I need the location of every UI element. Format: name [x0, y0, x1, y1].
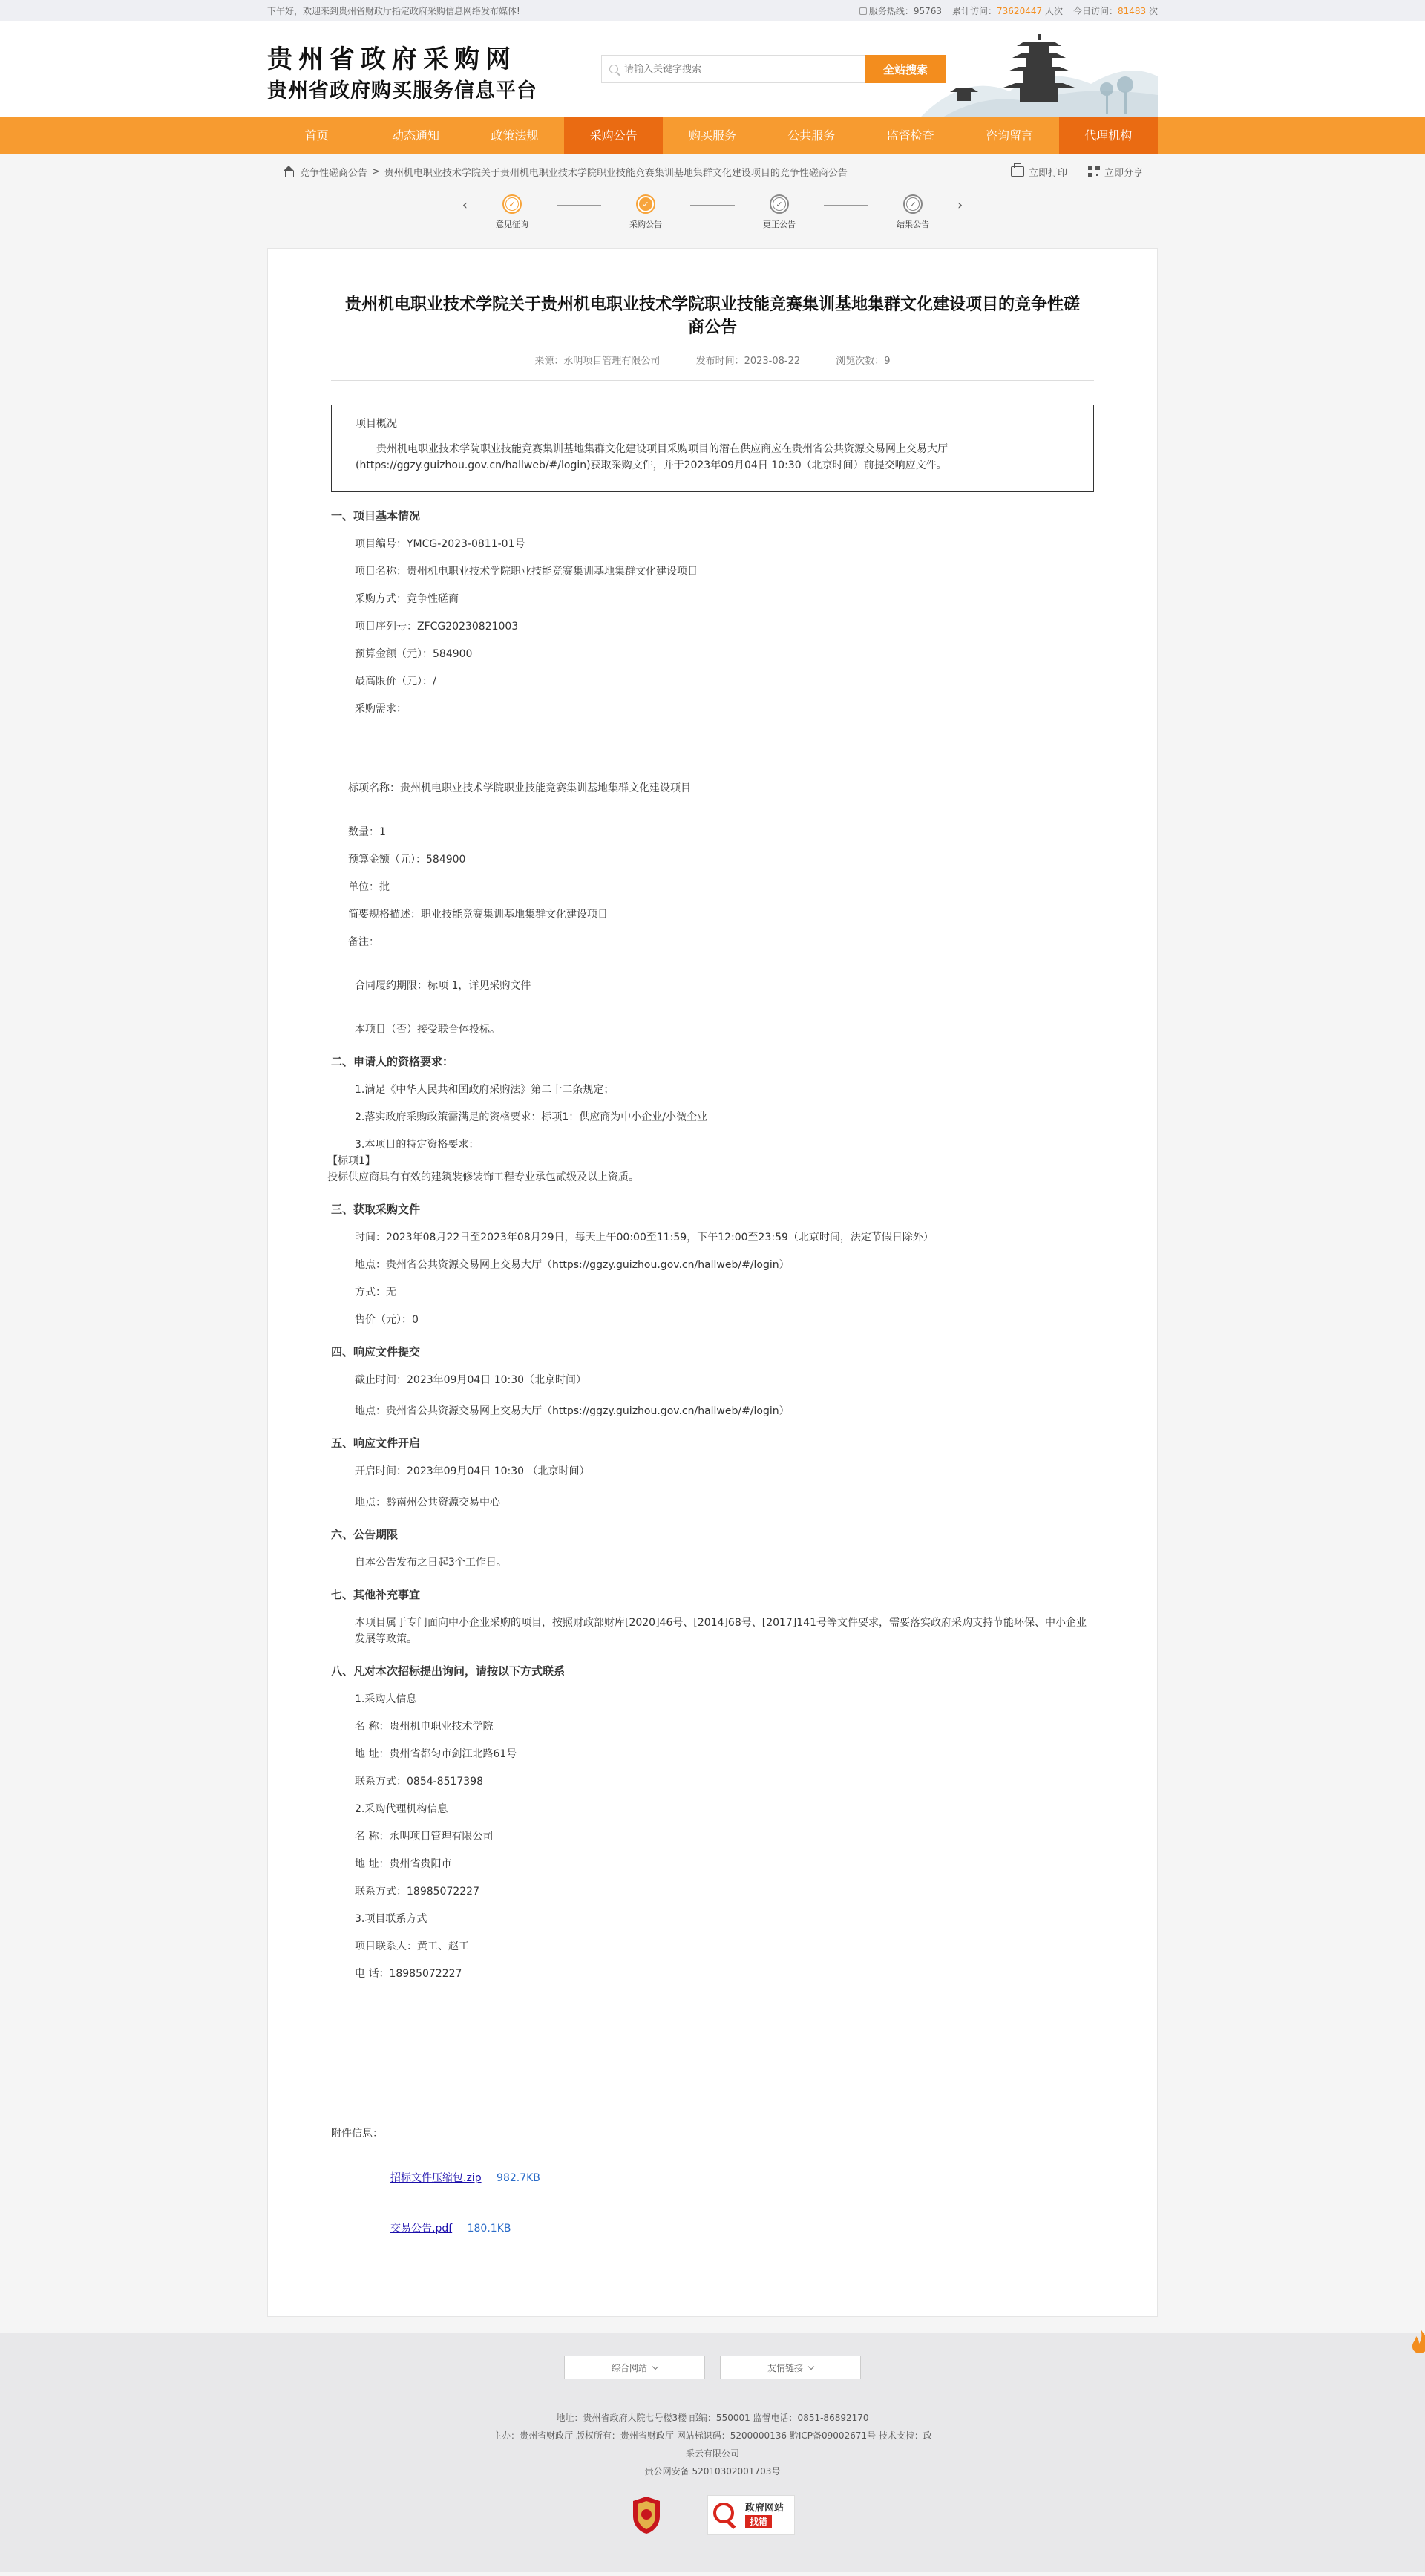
open-time: 开启时间：2023年09月04日 10:30 （北京时间） — [355, 1465, 590, 1477]
article-publish-time: 发布时间：2023-08-22 — [695, 356, 801, 367]
notice-progress-steps — [267, 189, 1158, 248]
search-icon — [609, 65, 618, 73]
footer-info — [0, 2409, 1425, 2480]
lot-requirement: 投标供应商具有有效的建筑装修装饰工程专业承包贰级及以上资质。 — [327, 1171, 639, 1183]
phone-icon — [859, 7, 867, 15]
total-visits: 累计访问：73620447 人次 — [952, 5, 1063, 16]
article-panel — [267, 248, 1158, 2317]
article-meta — [331, 353, 1094, 381]
print-button[interactable]: 立即打印 — [1011, 165, 1067, 179]
project-serial: 项目序列号：ZFCG20230821003 — [355, 621, 519, 632]
check-icon: ✓ — [906, 197, 920, 211]
submit-location: 地点：贵州省公共资源交易网上交易大厅（https://ggzy.guizhou.gov.cn/hallweb/#/login） — [355, 1405, 790, 1417]
lot-budget: 预算金额（元）：584900 — [348, 854, 466, 866]
consortium-note: 本项目（否）接受联合体投标。 — [355, 1024, 500, 1036]
footer-links — [0, 2333, 1425, 2379]
gov-site-error-report-badge[interactable] — [707, 2495, 795, 2535]
contact-item: 项目联系人：黄工、赵工 — [355, 1941, 469, 1952]
section-heading: 五、响应文件开启 — [331, 1436, 421, 1450]
chevron-down-icon — [808, 2363, 814, 2369]
budget-amount: 预算金额（元）：584900 — [355, 648, 473, 660]
site-stats — [859, 4, 1158, 17]
chevron-right-icon[interactable]: › — [957, 197, 963, 213]
nav-consultation[interactable]: 咨询留言 — [985, 128, 1033, 143]
lot-quantity: 数量：1 — [348, 826, 386, 838]
nav-purchase-service[interactable]: 购买服务 — [688, 128, 736, 143]
nav-public-service[interactable]: 公共服务 — [787, 128, 836, 143]
step-procurement-notice[interactable]: ✓ 采购公告 — [601, 194, 690, 230]
contract-term: 合同履约期限：标项 1，详见采购文件 — [355, 980, 531, 992]
contact-item: 1.采购人信息 — [355, 1693, 417, 1705]
search-bar — [601, 55, 946, 83]
section-heading: 二、申请人的资格要求： — [331, 1055, 454, 1068]
overview-title: 项目概况 — [356, 418, 397, 430]
acquire-location: 地点：贵州省公共资源交易网上交易大厅（https://ggzy.guizhou.gov.cn/hallweb/#/login） — [355, 1259, 790, 1271]
main-nav — [0, 117, 1425, 154]
nav-supervision[interactable]: 监督检查 — [886, 128, 934, 143]
qualification-item: 2.落实政府采购政策需满足的资格要求：标项1：供应商为中小企业/小微企业 — [355, 1111, 707, 1123]
section-heading: 三、获取采购文件 — [331, 1203, 421, 1216]
qualification-item: 3.本项目的特定资格要求： — [355, 1139, 479, 1151]
contact-item: 联系方式：18985072227 — [355, 1886, 479, 1897]
today-visits: 今日访问：81483 次 — [1072, 5, 1158, 16]
lot-spec: 简要规格描述：职业技能竞赛集训基地集群文化建设项目 — [348, 909, 608, 921]
friendly-links-dropdown[interactable]: 友情链接 — [720, 2356, 861, 2379]
open-location: 地点：黔南州公共资源交易中心 — [355, 1497, 500, 1508]
notice-period: 自本公告发布之日起3个工作日。 — [355, 1557, 507, 1569]
search-input[interactable] — [624, 64, 847, 75]
section-heading: 一、项目基本情况 — [331, 509, 421, 523]
printer-icon — [1011, 166, 1024, 177]
article-source: 来源：永明项目管理有限公司 — [534, 356, 661, 367]
pagoda-illustration — [920, 21, 1158, 117]
check-icon: ✓ — [773, 197, 786, 211]
site-header — [0, 21, 1425, 117]
contact-item: 地 址：贵州省贵阳市 — [355, 1858, 452, 1870]
page-tools — [1011, 165, 1143, 179]
overview-text: 贵州机电职业技术学院职业技能竞赛集训基地集群文化建设项目采购项目的潜在供应商应在贵州省公共资源交易网上交易大厅(https://ggzy.guizhou.gov.cn/hallweb/#/login)获取采购文件，并于2023年09月04日 10:30（北京时间）前提交响应文件。 — [356, 443, 948, 471]
nav-home[interactable]: 首页 — [304, 128, 329, 143]
contact-item: 3.项目联系方式 — [355, 1913, 428, 1925]
footer-sponsor: 主办：贵州省财政厅 版权所有：贵州省财政厅 网站标识码：5200000136 黔ICP备09002671号 技术支持：政采云有限公司 — [493, 2430, 932, 2459]
article-views: 浏览次数：9 — [836, 356, 891, 367]
step-result-notice[interactable]: ✓ 结果公告 — [868, 194, 957, 230]
footer-badges — [0, 2495, 1425, 2535]
max-price: 最高限价（元）：/ — [355, 676, 436, 687]
footer-address: 地址：贵州省政府大院七号楼3楼 邮编：550001 监督电话：0851-86892170 — [556, 2413, 869, 2423]
attachment-link[interactable]: 招标文件压缩包.zip — [390, 2172, 482, 2184]
contact-item: 电 话：18985072227 — [355, 1968, 462, 1980]
breadcrumb-current: 贵州机电职业技术学院关于贵州机电职业技术学院职业技能竞赛集训基地集群文化建设项目的竞争性磋商公告 — [384, 167, 848, 179]
check-icon: ✓ — [639, 197, 652, 211]
footer-police-record[interactable]: 贵公网安备 52010302001703号 — [644, 2466, 781, 2477]
breadcrumb-root[interactable]: 竞争性磋商公告 — [300, 167, 368, 179]
section-heading: 七、其他补充事宜 — [331, 1588, 421, 1601]
step-connector — [557, 205, 601, 206]
magnifier-icon — [711, 2500, 741, 2530]
breadcrumb — [282, 165, 848, 179]
step-correction-notice[interactable]: ✓ 更正公告 — [735, 194, 824, 230]
procurement-demand: 采购需求： — [355, 703, 407, 715]
home-icon[interactable] — [282, 166, 295, 177]
contact-item: 联系方式：0854-8517398 — [355, 1776, 484, 1788]
qrcode-icon — [1088, 166, 1100, 177]
nav-policy[interactable]: 政策法规 — [491, 128, 539, 143]
attachment-item — [331, 2170, 1094, 2185]
supplementary-text: 本项目属于专门面向中小企业采购的项目，按照财政部财库[2020]46号、[2014]68号、[2017]141号等文件要求，需要落实政府采购支持节能环保、中小企业发展等政策。 — [355, 1617, 1087, 1645]
search-box — [601, 55, 865, 83]
attachment-item — [331, 2220, 1094, 2235]
qualification-item: 1.满足《中华人民共和国政府采购法》第二十二条规定； — [355, 1084, 615, 1096]
acquire-price: 售价（元）：0 — [355, 1314, 419, 1326]
search-button[interactable]: 全站搜索 — [865, 55, 946, 83]
lot-unit: 单位：批 — [348, 881, 390, 893]
gov-badge-line2: 找错 — [745, 2515, 772, 2528]
submit-deadline: 截止时间：2023年09月04日 10:30（北京时间） — [355, 1374, 587, 1386]
attachments-title: 附件信息： — [331, 2128, 383, 2139]
top-bar — [0, 0, 1425, 21]
section-heading: 八、凡对本次招标提出询问，请按以下方式联系 — [331, 1664, 566, 1678]
article-title: 贵州机电职业技术学院关于贵州机电职业技术学院职业技能竞赛集训基地集群文化建设项目的竞争性磋商公告 — [344, 295, 1080, 337]
attachment-link[interactable]: 交易公告.pdf — [390, 2223, 453, 2235]
lot-label: 【标项1】 — [327, 1155, 376, 1167]
step-connector — [824, 205, 868, 206]
nav-procurement-notice[interactable]: 采购公告 — [564, 117, 663, 154]
lot-remark: 备注： — [348, 936, 379, 948]
procurement-method: 采购方式：竞争性磋商 — [355, 593, 459, 605]
breadcrumb-separator: > — [372, 166, 380, 177]
step-consultation[interactable]: ✓ 意见征询 — [468, 194, 557, 230]
attachment-size: 982.7KB — [497, 2172, 540, 2184]
nav-agency[interactable]: 代理机构 — [1059, 117, 1158, 154]
lot-name: 标项名称：贵州机电职业技术学院职业技能竞赛集训基地集群文化建设项目 — [348, 782, 691, 794]
project-number: 项目编号：YMCG-2023-0811-01号 — [355, 538, 525, 550]
acquire-time: 时间：2023年08月22日至2023年08月29日，每天上午00:00至11:59，下午12:00至23:59（北京时间，法定节假日除外） — [355, 1232, 934, 1243]
flame-icon[interactable] — [1409, 2327, 1425, 2357]
share-button[interactable]: 立即分享 — [1088, 165, 1143, 179]
site-title[interactable]: 贵州省政府采购网 — [267, 45, 517, 74]
nav-news[interactable]: 动态通知 — [391, 128, 439, 143]
comprehensive-sites-dropdown[interactable]: 综合网站 — [564, 2356, 705, 2379]
chevron-left-icon[interactable]: ‹ — [462, 197, 468, 213]
breadcrumb-bar — [267, 154, 1158, 189]
project-name: 项目名称：贵州机电职业技术学院职业技能竞赛集训基地集群文化建设项目 — [355, 566, 698, 578]
acquire-method: 方式：无 — [355, 1287, 396, 1298]
greeting-text: 下午好，欢迎来到贵州省财政厅指定政府采购信息网络发布媒体! — [267, 5, 520, 16]
contact-item: 地 址：贵州省都匀市剑江北路61号 — [355, 1748, 517, 1760]
project-overview-box — [331, 405, 1094, 492]
gov-badge-line1: 政府网站 — [745, 2502, 784, 2514]
hotline: 服务热线：95763 — [859, 4, 942, 17]
site-subtitle: 贵州省政府购买服务信息平台 — [267, 79, 537, 102]
contact-item: 名 称：永明项目管理有限公司 — [355, 1831, 494, 1843]
check-icon: ✓ — [505, 197, 519, 211]
section-heading: 六、公告期限 — [331, 1528, 399, 1541]
site-footer — [0, 2333, 1425, 2572]
contact-item: 2.采购代理机构信息 — [355, 1803, 448, 1815]
contact-item: 名 称：贵州机电职业技术学院 — [355, 1721, 494, 1733]
step-connector — [690, 205, 735, 206]
section-heading: 四、响应文件提交 — [331, 1345, 421, 1359]
attachment-size: 180.1KB — [467, 2223, 511, 2235]
chevron-down-icon — [652, 2363, 658, 2369]
party-government-badge-icon[interactable] — [630, 2495, 663, 2535]
